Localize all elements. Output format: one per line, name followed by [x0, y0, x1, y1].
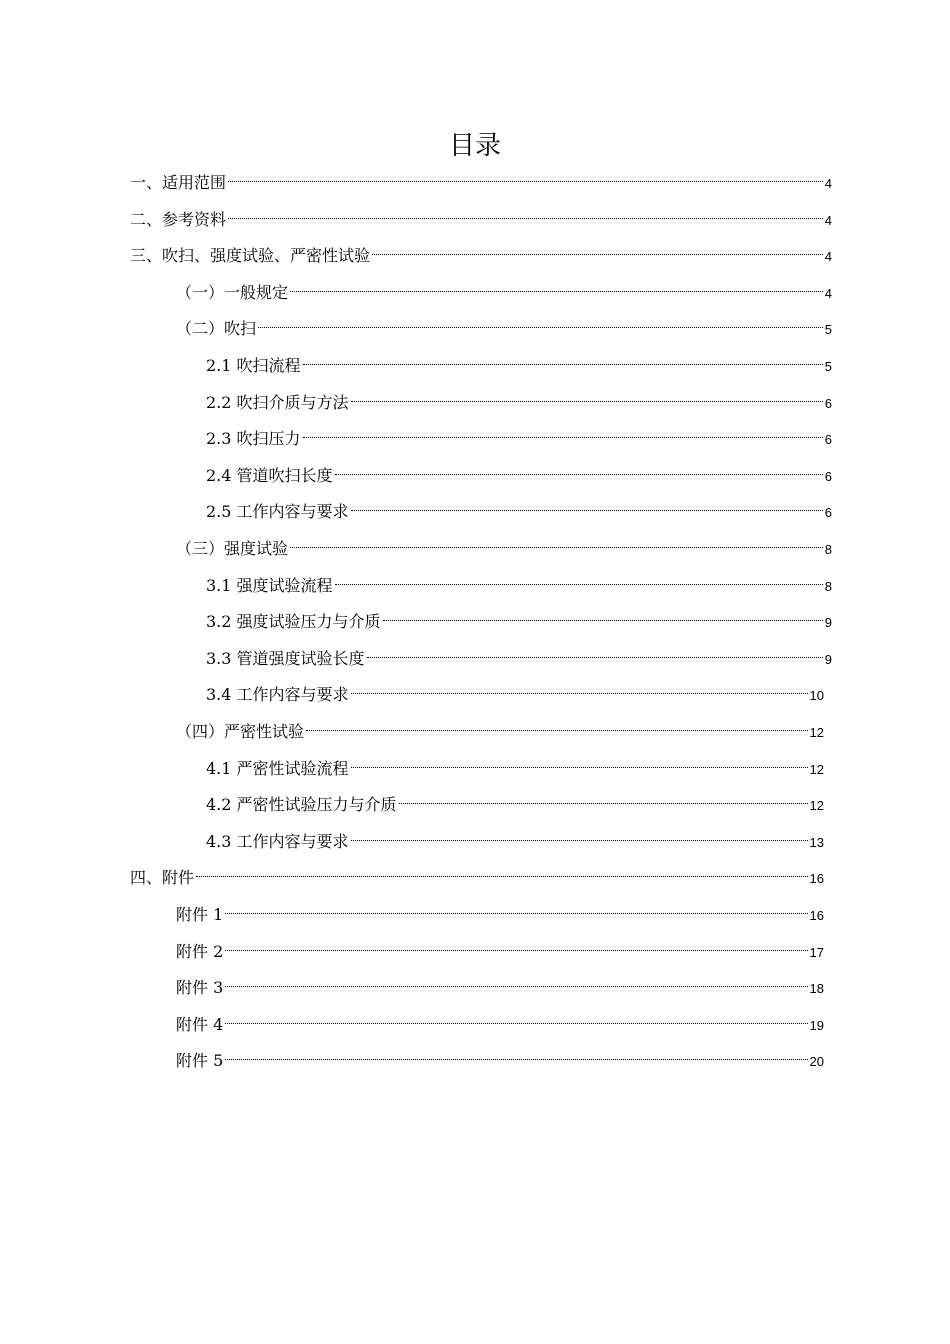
toc-entry[interactable] — [130, 168, 832, 198]
toc-dot-leader — [351, 840, 808, 841]
toc-page-number: 4 — [824, 176, 832, 191]
toc-dot-leader — [383, 620, 823, 621]
toc-entry[interactable] — [130, 863, 824, 893]
toc-page-number: 6 — [824, 432, 832, 448]
toc-entry[interactable] — [206, 607, 832, 637]
toc-entry-text: 3.2 强度试验压力与介质 — [206, 612, 381, 632]
toc-entry-text: 附件 1 — [176, 905, 224, 924]
toc-dot-leader — [372, 254, 823, 255]
toc-dot-leader — [225, 950, 807, 951]
toc-dot-leader — [335, 474, 823, 475]
toc-page-number: 9 — [824, 615, 832, 631]
toc-page-number: 19 — [809, 1017, 824, 1033]
toc-entry-text: 附件 2 — [176, 941, 224, 961]
toc-dot-leader — [225, 913, 807, 914]
toc-page-number: 10 — [809, 688, 824, 704]
toc-entry-text: 4.3 工作内容与要求 — [206, 831, 349, 851]
toc-entry-text: 附件 5 — [176, 1051, 224, 1071]
toc-entry-text: 2.4 管道吹扫长度 — [206, 465, 333, 485]
toc-dot-leader — [196, 876, 808, 877]
toc-entry[interactable] — [176, 534, 832, 564]
toc-entry[interactable] — [176, 278, 832, 308]
toc-page-number: 12 — [809, 761, 824, 777]
toc-page-number: 5 — [824, 322, 832, 338]
toc-page-number: 8 — [824, 542, 832, 557]
toc-page-number: 9 — [824, 651, 832, 667]
toc-entry-text: 附件 3 — [176, 978, 224, 998]
toc-page-number: 4 — [824, 212, 832, 228]
toc-page-number: 17 — [809, 944, 824, 960]
toc-entry[interactable] — [206, 571, 832, 601]
toc-dot-leader — [367, 657, 823, 658]
toc-page-number: 5 — [824, 359, 832, 374]
toc-entry[interactable] — [176, 937, 824, 967]
toc-entry[interactable] — [130, 241, 832, 271]
toc-page-number: 20 — [809, 1054, 824, 1070]
toc-page-number: 12 — [809, 798, 824, 814]
toc-dot-leader — [399, 803, 808, 804]
toc-entry[interactable] — [206, 424, 832, 454]
toc-dot-leader — [290, 547, 823, 548]
toc-entry-text: （三）强度试验 — [176, 539, 289, 558]
toc-entry[interactable] — [206, 351, 832, 381]
toc-dot-leader — [303, 364, 823, 365]
toc-page-number: 12 — [809, 725, 824, 740]
toc-dot-leader — [225, 986, 807, 987]
toc-title: 目录 — [448, 131, 501, 161]
toc-entry[interactable] — [206, 827, 824, 857]
toc-dot-leader — [228, 181, 823, 182]
toc-entry-text: 附件 4 — [176, 1014, 224, 1034]
toc-dot-leader — [258, 327, 823, 328]
toc-entry-text: 2.1 吹扫流程 — [206, 356, 301, 375]
toc-entry[interactable] — [206, 388, 832, 418]
toc-dot-leader — [335, 584, 823, 585]
toc-entry[interactable] — [206, 790, 824, 820]
toc-entry-text: 3.1 强度试验流程 — [206, 575, 333, 595]
toc-entry[interactable] — [176, 1010, 824, 1040]
toc-entry-text: （四）严密性试验 — [176, 722, 305, 741]
toc-entry-text: 4.2 严密性试验压力与介质 — [206, 795, 397, 815]
toc-entry[interactable] — [176, 314, 832, 344]
toc-dot-leader — [225, 1059, 807, 1060]
toc-page-number: 6 — [824, 505, 832, 521]
toc-page-number: 4 — [824, 249, 832, 265]
toc-entry[interactable] — [130, 205, 832, 235]
toc-entry[interactable] — [206, 754, 824, 784]
toc-entry-text: 四、附件 — [130, 868, 195, 888]
toc-entry-text: 2.2 吹扫介质与方法 — [206, 392, 349, 412]
toc-entry[interactable] — [176, 900, 824, 930]
toc-entry-text: 4.1 严密性试验流程 — [206, 758, 349, 778]
toc-page-number: 18 — [809, 981, 824, 997]
toc-page-number: 13 — [809, 834, 824, 850]
toc-entry-text: （一）一般规定 — [176, 282, 289, 302]
toc-entry-text: 三、吹扫、强度试验、严密性试验 — [130, 246, 371, 266]
toc-dot-leader — [228, 218, 823, 219]
toc-dot-leader — [303, 437, 823, 438]
toc-dot-leader — [225, 1023, 807, 1024]
toc-page-number: 6 — [824, 468, 832, 484]
toc-entry[interactable] — [176, 717, 824, 747]
toc-entry-text: 3.3 管道强度试验长度 — [206, 648, 365, 668]
toc-page-number: 16 — [809, 908, 824, 923]
toc-entry[interactable] — [176, 1046, 824, 1076]
toc-entry-text: （二）吹扫 — [176, 319, 257, 339]
toc-page-number: 8 — [824, 578, 832, 594]
toc-entry-text: 二、参考资料 — [130, 209, 227, 229]
toc-entry-text: 2.5 工作内容与要求 — [206, 502, 349, 522]
toc-entry[interactable] — [206, 461, 832, 491]
toc-dot-leader — [351, 510, 823, 511]
toc-entry-text: 2.3 吹扫压力 — [206, 429, 301, 449]
toc-dot-leader — [351, 401, 823, 402]
toc-entry-text: 3.4 工作内容与要求 — [206, 685, 349, 705]
toc-dot-leader — [351, 693, 808, 694]
toc-dot-leader — [351, 767, 808, 768]
toc-page-number: 4 — [824, 285, 832, 301]
toc-page-number: 6 — [824, 395, 832, 411]
toc-dot-leader — [306, 730, 808, 731]
toc-entry-text: 一、适用范围 — [130, 173, 227, 192]
toc-entry[interactable] — [206, 644, 832, 674]
toc-entry[interactable] — [206, 497, 832, 527]
toc-entry[interactable] — [176, 973, 824, 1003]
toc-entry[interactable] — [206, 680, 824, 710]
toc-dot-leader — [290, 291, 823, 292]
toc-page-number: 16 — [809, 871, 824, 887]
